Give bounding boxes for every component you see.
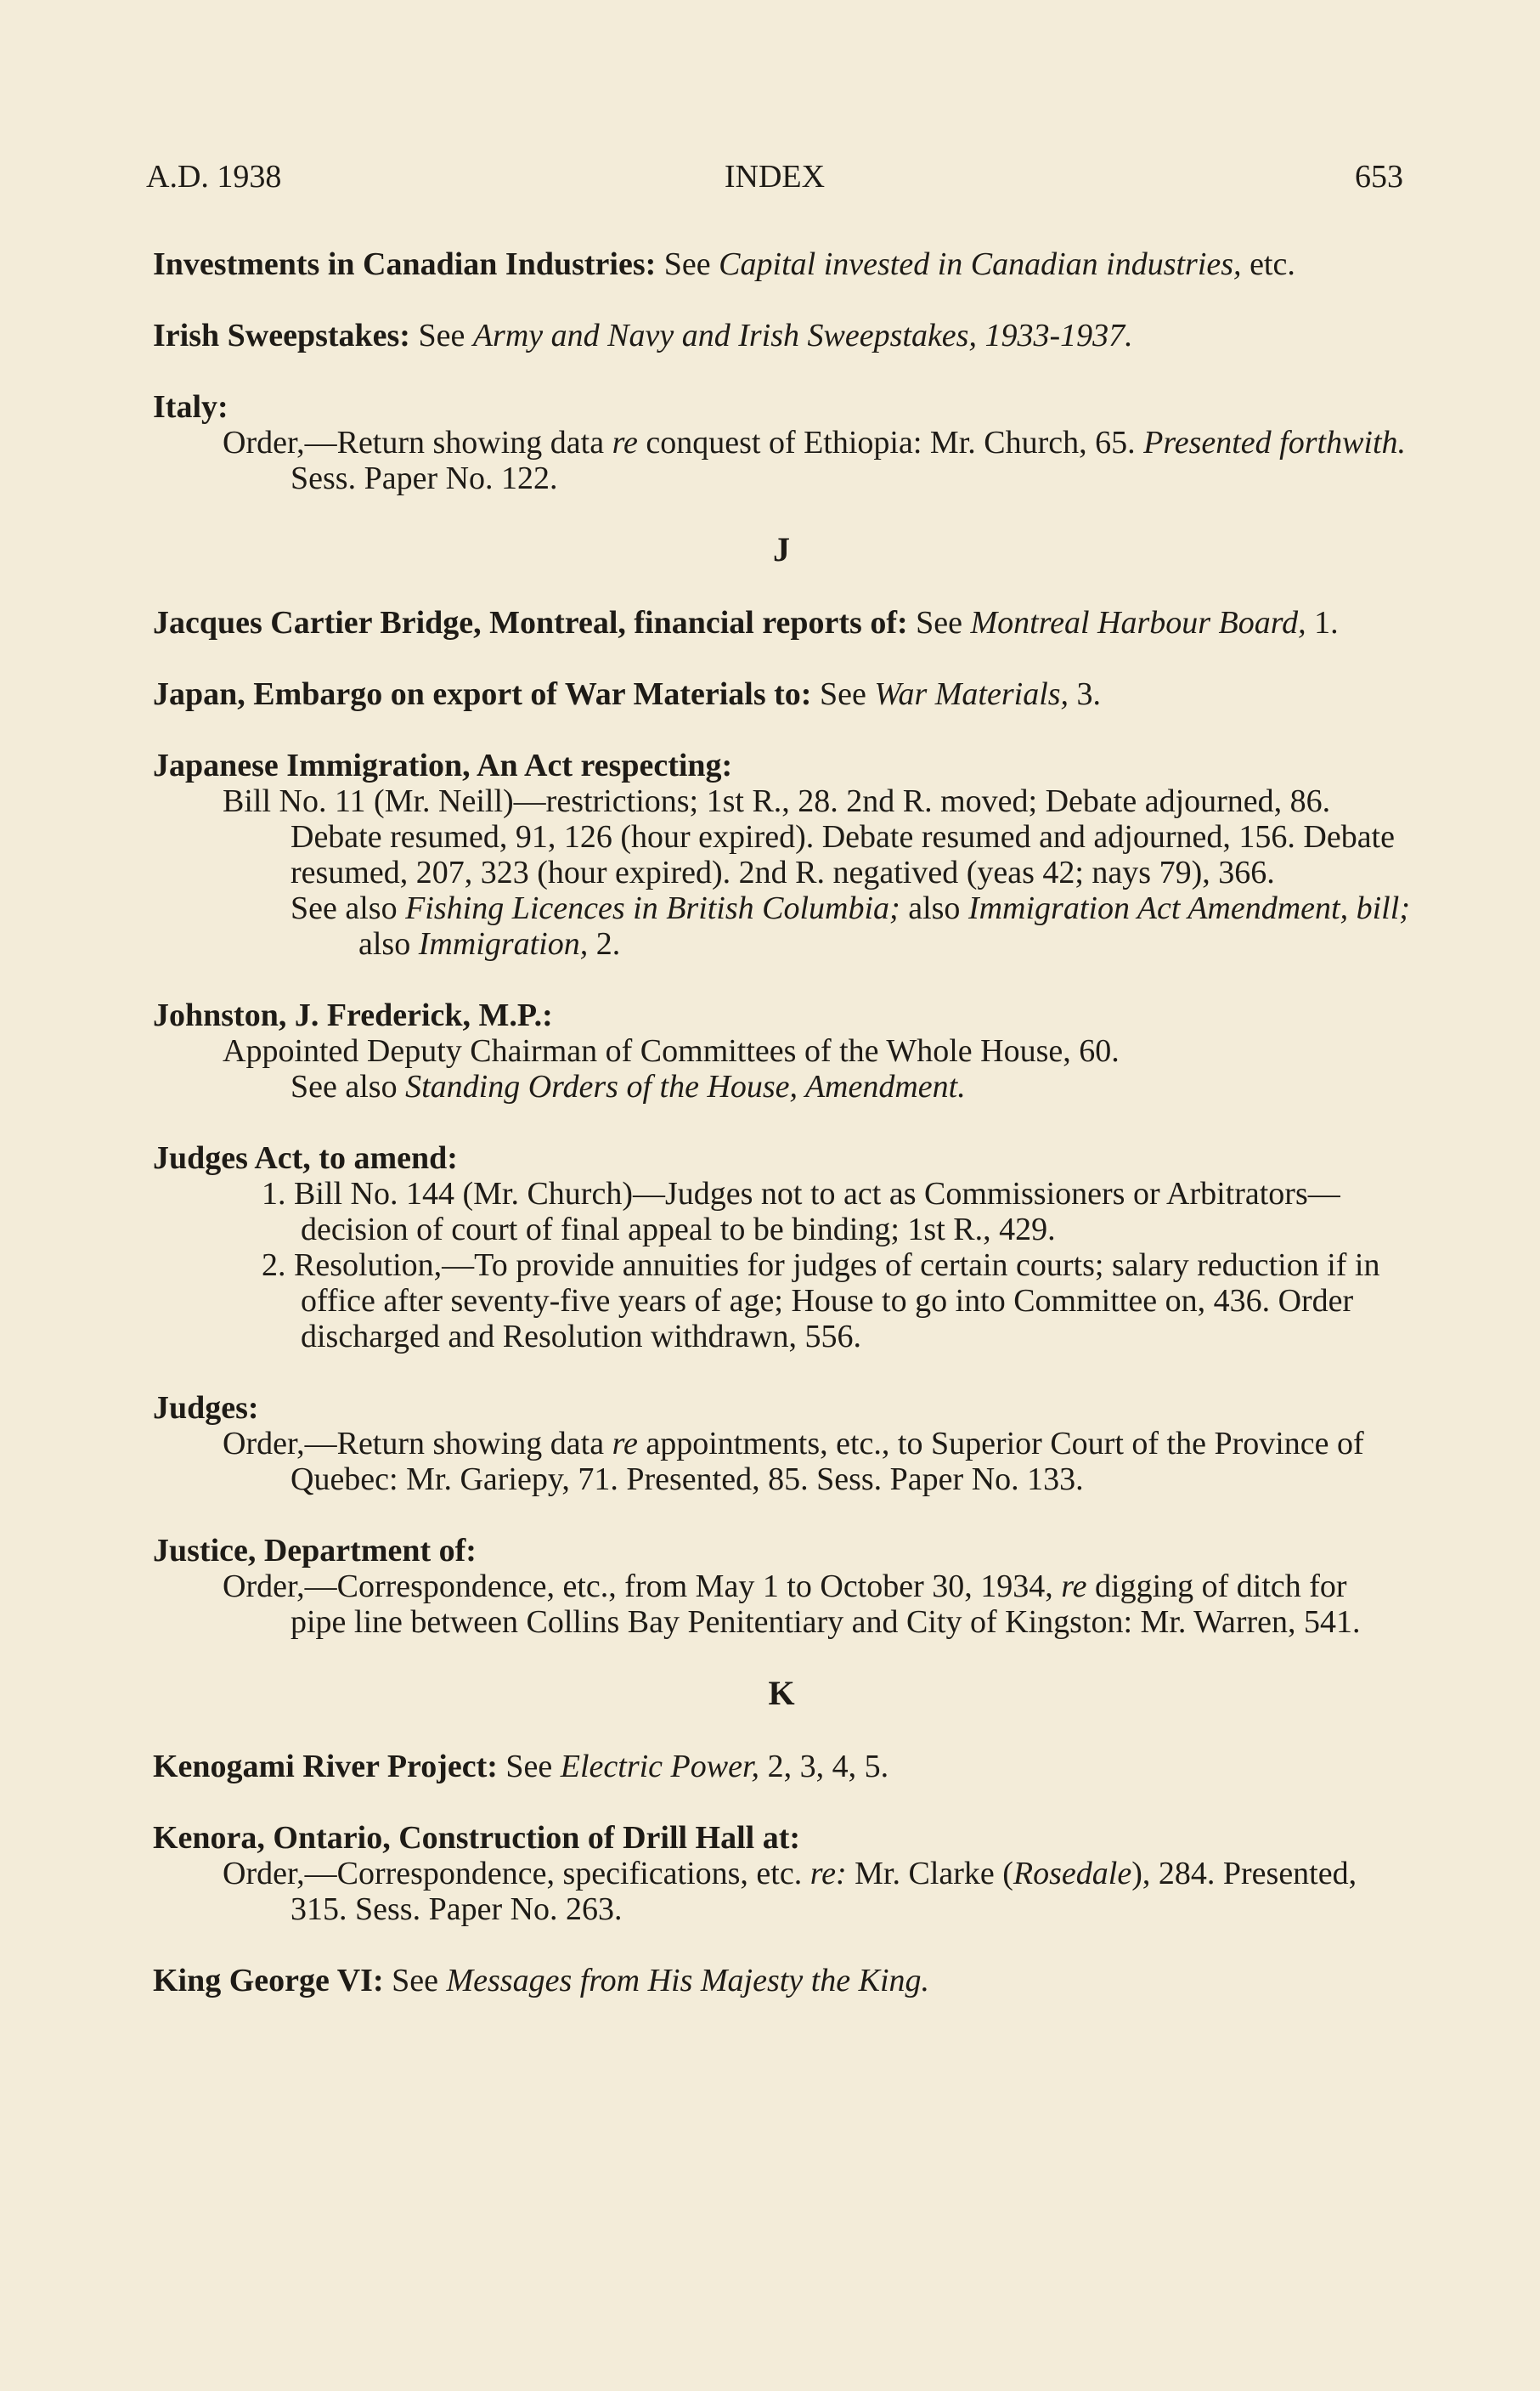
section-letter-j: J [773,530,790,568]
re-text: re [612,1426,638,1461]
entry-heading: Johnston, J. Frederick, M.P.: [153,998,553,1033]
cross-reference: War Materials, [874,676,1069,712]
entry-irish-sweepstakes [153,318,1410,353]
entry-heading: Irish Sweepstakes: [153,318,410,353]
entry-heading: Justice, Department of: [153,1533,477,1569]
cross-reference: Army and Navy and Irish Sweepstakes, 1933-1937. [472,318,1133,353]
entry-japanese-immigration [153,748,1410,962]
entry-heading: Japan, Embargo on export of War Materials to: [153,676,812,712]
entry-order [153,1856,1410,1927]
header-title: INDEX [724,159,826,195]
cross-reference: Immigration, [418,926,589,962]
see-text: also [900,890,968,926]
entry-judges [153,1390,1410,1497]
see-text: also [358,926,419,962]
header-year: A.D. 1938 [146,159,282,195]
entry-heading: Investments in Canadian Industries: [153,246,657,282]
order-text: Order,—Return showing data [223,1426,612,1461]
re-text: re [612,425,638,461]
entry-body: Appointed Deputy Chairman of Committees of the Whole House, 60. [223,1033,1120,1069]
entry-heading: King George VI: [153,1963,384,1998]
order-text: Mr. Clarke ( [846,1856,1013,1891]
list-item: 2. Resolution,—To provide annuities for judges of certain courts; salary reduction if in office after seventy-five years of age; House to go into Committee on, 436. Order discharged and Resolution withdrawn, 556. [262,1247,1380,1354]
see-also-line [153,1069,1410,1105]
page-number: 653 [1355,159,1403,195]
entry-johnston [153,998,1410,1105]
see-text: See [497,1749,561,1784]
entry-line [153,605,1410,641]
entry-heading: Judges: [153,1390,259,1426]
order-text: ), 284. Presented, 315. Sess. Paper No. 263. [291,1856,1357,1927]
see-text: See also [291,1069,406,1105]
re-text: re [1061,1569,1087,1604]
entry-judges-act [153,1140,1410,1354]
entry-italy [153,389,1410,496]
list-item: 1. Bill No. 144 (Mr. Church)—Judges not to act as Commissioners or Arbitrators—decision of court of final appeal to be binding; 1st R., 429. [262,1176,1340,1247]
entry-kenora [153,1820,1410,1927]
cross-reference: Standing Orders of the House, Amendment. [405,1069,966,1105]
order-text: appointments, etc., to Superior Court of the Province of Quebec: Mr. Gariepy, 71. Presented, 85. Sess. Paper No. 133. [291,1426,1364,1497]
cross-reference: Immigration Act Amendment, bill; [967,890,1410,926]
entry-heading: Jacques Cartier Bridge, Montreal, financial reports of: [153,605,908,641]
see-also-line [153,890,1410,962]
entry-line [153,1963,1410,1998]
order-text: digging of ditch for pipe line between Collins Bay Penitentiary and City of Kingston: Mr. Warren, 541. [291,1569,1361,1640]
order-text: conquest of Ethiopia: Mr. Church, 65. [637,425,1136,461]
entry-heading: Kenora, Ontario, Construction of Drill Hall at: [153,1820,801,1856]
presented-text: Presented forthwith. [1143,425,1407,461]
see-text: See [811,676,875,712]
cross-reference: Montreal Harbour Board, [970,605,1306,641]
index-content [153,246,1410,2034]
entry-tail: 2. [588,926,621,962]
see-text: See [409,318,473,353]
entry-jacques-cartier [153,605,1410,641]
entry-kenogami [153,1749,1410,1784]
entry-heading: Japanese Immigration, An Act respecting: [153,748,733,783]
entry-tail: etc. [1241,246,1295,282]
see-text: See also [291,890,406,926]
see-text: See [383,1963,447,1998]
entry-heading: Kenogami River Project: [153,1749,498,1784]
cross-reference: Messages from His Majesty the King. [446,1963,930,1998]
entry-king-george [153,1963,1410,1998]
entry-tail: 2, 3, 4, 5. [759,1749,889,1784]
see-text: See [907,605,971,641]
page-header [146,158,1403,201]
entry-heading: Italy: [153,389,228,425]
order-text: Order,—Correspondence, specifications, etc. [223,1856,810,1891]
entry-line [153,246,1410,282]
entry-japan-embargo [153,676,1410,712]
order-text: Order,—Correspondence, etc., from May 1 to October 30, 1934, [223,1569,1062,1604]
entry-line [153,318,1410,353]
sess-paper: Sess. Paper No. 122. [291,461,558,496]
entry-body: Bill No. 11 (Mr. Neill)—restrictions; 1st R., 28. 2nd R. moved; Debate adjourned, 86. Debate resumed, 91, 126 (hour expired). Debate resumed and adjourned, 156. Debate resumed, 207, 323 (hour expired). 2nd R. negatived (yeas 42; nays 79), 366. [223,783,1395,890]
section-letter-k: K [768,1674,795,1712]
re-text: re: [809,1856,847,1891]
cross-reference: Electric Power, [560,1749,760,1784]
entry-order [153,425,1410,496]
cross-reference: Fishing Licences in British Columbia; [405,890,900,926]
entry-line [153,676,1410,712]
entry-investments [153,246,1410,282]
entry-heading: Judges Act, to amend: [153,1140,458,1176]
order-text: Order,—Return showing data [223,425,612,461]
entry-tail: 1. [1306,605,1339,641]
see-text: See [656,246,719,282]
entry-order [153,1569,1410,1640]
entry-line [153,1749,1410,1784]
riding-name: Rosedale [1013,1856,1132,1891]
entry-tail: 3. [1069,676,1102,712]
cross-reference: Capital invested in Canadian industries, [719,246,1242,282]
entry-order [153,1426,1410,1497]
entry-justice [153,1533,1410,1640]
